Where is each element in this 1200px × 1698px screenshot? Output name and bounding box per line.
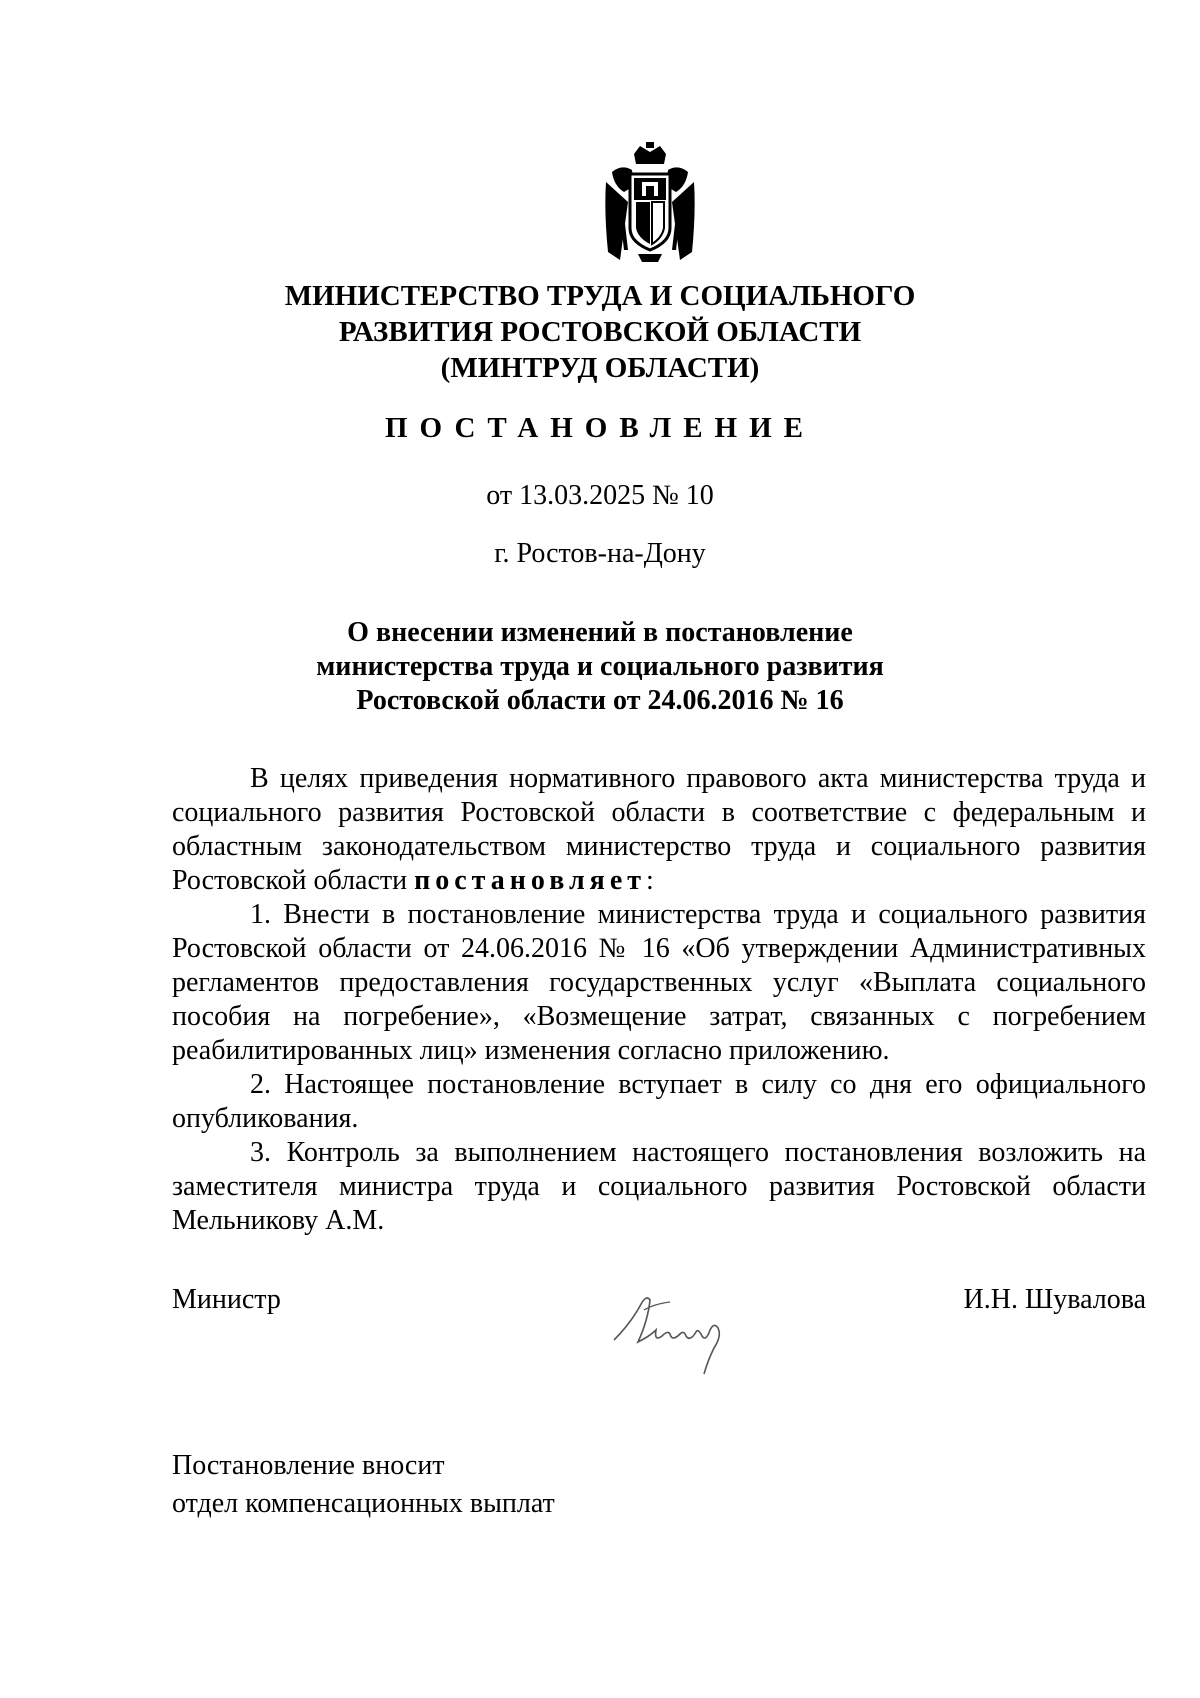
document-type: ПОСТАНОВЛЕНИЕ [384, 412, 815, 444]
document-date-number: от 13.03.2025 № 10 [486, 480, 714, 511]
document-footer [172, 1447, 555, 1523]
document-subject [0, 616, 1200, 718]
ministry-line-2: РАЗВИТИЯ РОСТОВСКОЙ ОБЛАСТИ [338, 316, 862, 348]
resolves-suffix: : [646, 865, 654, 896]
item-2-paragraph: 2. Настоящее постановление вступает в силу со дня его официального опубликования. [172, 1069, 1146, 1134]
ministry-line-1: МИНИСТЕРСТВО ТРУДА И СОЦИАЛЬНОГО [284, 280, 916, 312]
document-body [172, 762, 1146, 1238]
ministry-name [0, 278, 1200, 386]
subject-line-2: министерства труда и социального развития [316, 651, 884, 682]
signatory-title: Министр [172, 1284, 281, 1315]
signatory-name: И.Н. Шувалова [963, 1284, 1146, 1315]
subject-line-1: О внесении изменений в постановление [347, 617, 853, 648]
footer-line-2: отдел компенсационных выплат [172, 1488, 555, 1519]
ministry-line-3: (МИНТРУД ОБЛАСТИ) [440, 352, 760, 384]
handwritten-signature-icon [610, 1280, 740, 1380]
footer-line-1: Постановление вносит [172, 1450, 445, 1481]
preamble-text: В целях приведения нормативного правового акта министерства труда и социального развития Ростовской области в соответствие с федеральным и областным законодательством министерство труда и социального развития Ростовской области [172, 763, 1146, 896]
coat-of-arms-icon [598, 142, 702, 264]
item-3-paragraph: 3. Контроль за выполнением настоящего постановления возложить на заместителя министра труда и социального развития Ростовской области Мельникову А.М. [172, 1137, 1146, 1236]
resolves-word: постановляет [414, 865, 647, 896]
document-city: г. Ростов-на-Дону [494, 538, 706, 569]
preamble-paragraph [172, 762, 1146, 898]
item-1-paragraph: 1. Внести в постановление министерства труда и социального развития Ростовской области от 24.06.2016 № 16 «Об утверждении Административных регламентов предоставления государственных услуг «Выплата социального пособия на погребение», «Возмещение затрат, связанных с погребением реабилитированных лиц» изменения согласно приложению. [172, 899, 1146, 1066]
subject-line-3: Ростовской области от 24.06.2016 № 16 [356, 685, 844, 716]
